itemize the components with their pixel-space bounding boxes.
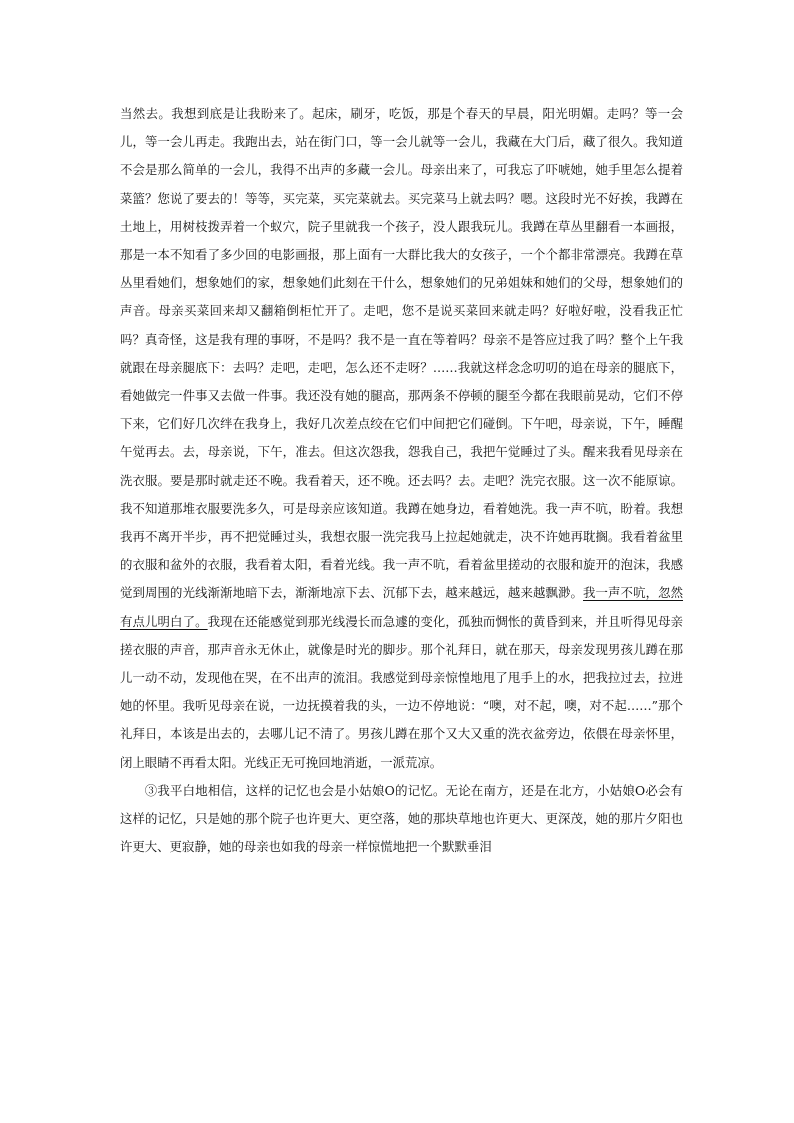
paragraph-1-text-continued: 我现在还能感觉到那光线漫长而急遽的变化，孤独而惆怅的黄昏到来，并且听得见母亲搓衣服的声音，那声音永无休止，就像是时光的脚步。那个礼拜日，就在那天，母亲发现男孩儿蹲在那儿一动不动，发现他在哭，在不出声的流泪。我感觉到母亲惊惶地甩了甩手上的水，把我拉过去，拉进她的怀里。我听见母亲在说，一边抚摸着我的头，一边不停地说：“噢，对不起，噢，对不起……”那个礼拜日，本该是出去的，去哪儿记不清了。男孩儿蹲在那个又大又重的洗衣盆旁边，依偎在母亲怀里，闭上眼睛不再看太阳。光线正无可挽回地消逝，一派荒凉。 — [120, 613, 684, 770]
text-body — [120, 100, 683, 861]
paragraph-1-text: 当然去。我想到底是让我盼来了。起床，刷牙，吃饭，那是个春天的早晨，阳光明媚。走吗？等一会儿，等一会儿再走。我跑出去，站在街门口，等一会儿就等一会儿，我藏在大门后，藏了很久。我知道不会是那么简单的一会儿，我得不出声的多藏一会儿。母亲出来了，可我忘了吓唬她，她手里怎么提着菜篮？您说了要去的！等等，买完菜，买完菜就去。买完菜马上就去吗？嗯。这段时光不好挨，我蹲在土地上，用树枝拨弄着一个蚁穴，院子里就我一个孩子，没人跟我玩儿。我蹲在草丛里翻看一本画报，那是一本不知看了多少回的电影画报，那上面有一大群比我大的女孩子，一个个都非常漂亮。我蹲在草丛里看她们，想象她们的家，想象她们此刻在干什么，想象她们的兄弟姐妹和她们的父母，想象她们的声音。母亲买菜回来却又翻箱倒柜忙开了。走吧，您不是说买菜回来就走吗？好啦好啦，没看我正忙吗？真奇怪，这是我有理的事呀，不是吗？我不是一直在等着吗？母亲不是答应过我了吗？整个上午我就跟在母亲腿底下：去吗？走吧，走吧，怎么还不走呀？……我就这样念念叨叨的追在母亲的腿底下，看她做完一件事又去做一件事。我还没有她的腿高，那两条不停顿的腿至今都在我眼前晃动，它们不停下来，它们好几次绊在我身上，我好几次差点绞在它们中间把它们碰倒。下午吧，母亲说，下午，睡醒午觉再去。去，母亲说，下午，准去。但这次怨我，怨我自己，我把午觉睡过了头。醒来我看见母亲在洗衣服。要是那时就走还不晚。我看着天，还不晚。还去吗？去。走吧？洗完衣服。这一次不能原谅。我不知道那堆衣服要洗多久，可是母亲应该知道。我蹲在她身边，看着她洗。我一声不吭，盼着。我想我再不离开半步，再不把觉睡过头，我想衣服一洗完我马上拉起她就走，决不许她再耽搁。我看着盆里的衣服和盆外的衣服，我看着太阳，看着光线。我一声不吭，看着盆里搓动的衣服和旋开的泡沫，我感觉到周围的光线渐渐地暗下去，渐渐地凉下去、沉郁下去，越来越远，越来越飘渺。 — [120, 106, 683, 601]
underlined-sentence: 我一声不吭，忽然有点儿明白了。 — [120, 585, 684, 629]
paragraph-3: ③我平白地相信，这样的记忆也会是小姑娘O的记忆。无论在南方，还是在北方，小姑娘O必会有这样的记忆，只是她的那个院子也许更大、更空落，她的那块草地也许更大、更深茂，她的那片夕阳也许更大、更寂静，她的母亲也如我的母亲一样惊慌地把一个默默垂泪 — [120, 782, 683, 855]
paragraph-1 — [120, 100, 683, 777]
